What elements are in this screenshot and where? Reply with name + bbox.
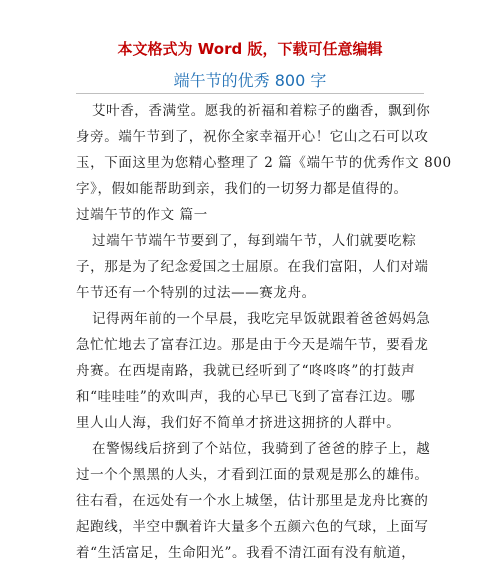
title-divider [76,93,424,94]
format-notice-banner: 本文格式为 Word 版，下载可任意编辑 [117,40,383,58]
text-line: 身旁。端午节到了，祝你全家幸福开心！它山之石可以攻 [76,129,429,145]
intro-paragraph [76,98,452,202]
text-line: 往右看，在远处有一个水上城堡，估计那里是龙舟比赛的 [76,493,429,509]
text-line: 玉，下面这里为您精心整理了 2 篇《端午节的优秀作文 800 [76,155,452,171]
text-line: 艾叶香，香满堂。愿我的祈福和着粽子的幽香，飘到你 [92,103,431,119]
text-line: 子，那是为了纪念爱国之士屈原。在我们富阳，人们对端 [76,259,429,275]
text-line: 里人山人海，我们好不简单才挤进这拥挤的人群中。 [76,415,401,431]
text-line: 起跑线，半空中飘着许大量多个五颜六色的气球，上面写 [76,519,429,535]
paragraph-3 [76,436,430,566]
text-line: 字》，假如能帮助到亲，我们的一切努力都是值得的。 [76,181,408,197]
paragraph-2 [76,306,430,436]
text-line: 过一个个黑黑的人头，才看到江面的景观是那么的雄伟。 [76,467,429,483]
section-heading: 过端午节的作文 篇一 [76,207,208,223]
paragraph-1 [76,228,430,306]
text-line: 急忙忙地去了富春江边。那是由于今天是端午节，要看龙 [76,337,429,353]
text-line: 过端午节端午节要到了，每到端午节，人们就要吃粽 [92,233,417,249]
document-title: 端午节的优秀 800 字 [173,71,327,90]
text-line: 午节还有一个特别的过法——赛龙舟。 [76,285,316,301]
text-line: 舟赛。在西堤南路，我就已经听到了“咚咚咚”的打鼓声 [76,363,416,379]
text-line: 和“哇哇哇”的欢叫声，我的心早已飞到了富春江边。哪 [76,389,416,405]
text-line: 记得两年前的一个早晨，我吃完早饭就跟着爸爸妈妈急 [92,311,431,327]
document-body [76,98,452,566]
text-line: 在警惕线后挤到了个站位，我骑到了爸爸的脖子上，越 [92,441,431,457]
text-line: 着“生活富足，生命阳光”。我看不清江面有没有航道， [76,545,416,561]
